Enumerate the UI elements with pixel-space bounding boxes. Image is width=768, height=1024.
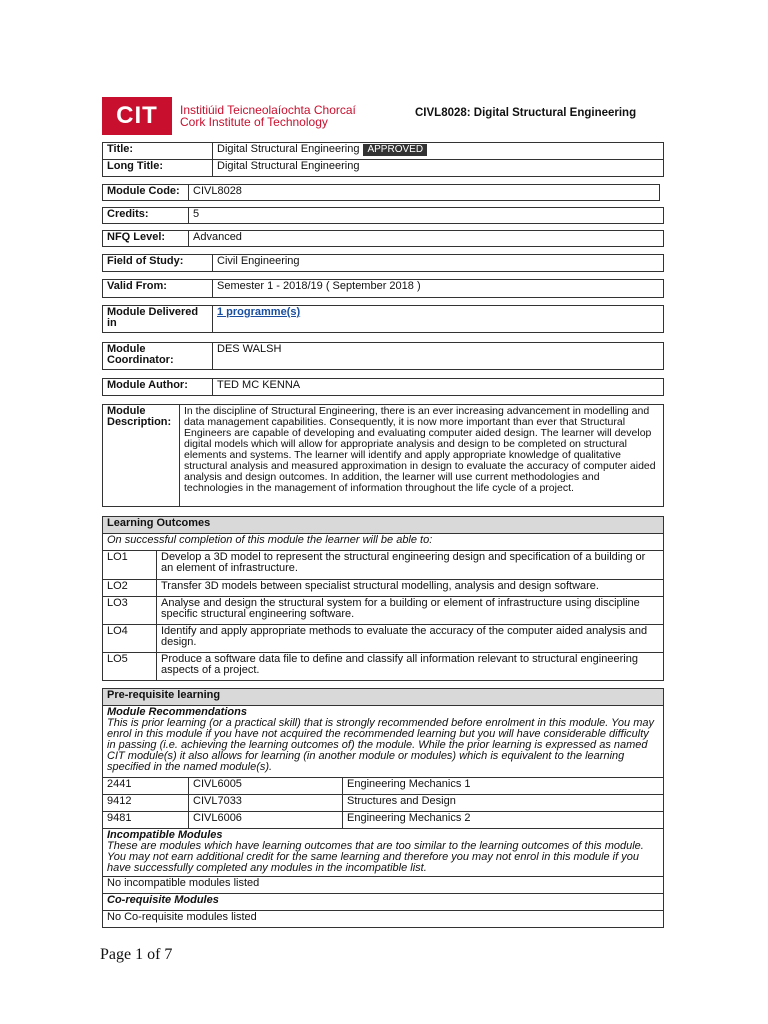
nfq-value: Advanced bbox=[189, 231, 664, 247]
cit-logo bbox=[102, 97, 356, 135]
logo-mark: CIT bbox=[102, 97, 172, 135]
author-label: Module Author: bbox=[103, 379, 213, 396]
recommendations-heading: Module Recommendations bbox=[107, 706, 247, 718]
incompatible-text: These are modules which have learning outcomes that are too similar to the learning outcomes of this module. You may not earn additional credit for the same learning and therefore you may not enrol in this module if you have successfully completed any modules in the incompatible list. bbox=[107, 840, 644, 874]
page-number: Page 1 of 7 bbox=[100, 946, 173, 963]
corequisite-heading: Co-requisite Modules bbox=[103, 894, 664, 911]
coordinator-value: DES WALSH bbox=[213, 343, 664, 370]
long-title-value: Digital Structural Engineering bbox=[213, 160, 664, 177]
approved-badge: APPROVED bbox=[363, 144, 427, 156]
lo-code: LO1 bbox=[103, 551, 157, 580]
prereq-module-id: 9412 bbox=[103, 795, 189, 812]
lo-code: LO5 bbox=[103, 653, 157, 681]
delivered-table bbox=[102, 305, 664, 333]
incompatible-none: No incompatible modules listed bbox=[103, 877, 664, 894]
lo-text: Transfer 3D models between specialist structural modelling, analysis and design software. bbox=[157, 580, 664, 597]
module-code-table bbox=[102, 184, 660, 201]
description-text: In the discipline of Structural Engineering, there is an ever increasing advancement in modelling and data management capabilities. Consequently, it is now more important than ever that Structural Engineers are capable of developing and evaluating computer aided design. The learner will develop digital models which will allow for appropriate analysis and design to be completed on structural elements and systems. The learner will identify and apply appropriate knowledge of qualitative structural analysis and measured approximation in design to evaluate the accuracy of computer aided analysis and design outcomes. In addition, the learner will use current methodologies and technologies in the management of information throughout the life cycle of a project. bbox=[180, 405, 664, 507]
title-label: Title: bbox=[103, 143, 213, 160]
learning-outcomes-intro: On successful completion of this module the learner will be able to: bbox=[103, 534, 664, 551]
prereq-module-code: CIVL7033 bbox=[189, 795, 343, 812]
lo-text: Develop a 3D model to represent the structural engineering design and specification of a building or an element of infrastructure. bbox=[157, 551, 664, 580]
learning-outcomes-heading: Learning Outcomes bbox=[103, 517, 664, 534]
logo-irish-name: Institiúid Teicneolaíochta Chorcaí bbox=[180, 103, 356, 117]
description-label: Module Description: bbox=[103, 405, 180, 507]
delivered-label: Module Delivered in bbox=[103, 306, 213, 333]
document-title: CIVL8028: Digital Structural Engineering bbox=[415, 107, 637, 119]
learning-outcomes-table bbox=[102, 516, 664, 681]
prereq-module-name: Engineering Mechanics 2 bbox=[343, 812, 664, 829]
author-table bbox=[102, 378, 664, 396]
prereq-module-name: Structures and Design bbox=[343, 795, 664, 812]
coordinator-table bbox=[102, 342, 664, 370]
logo-english-name: Cork Institute of Technology bbox=[180, 115, 328, 129]
title-value: Digital Structural Engineering APPROVED bbox=[213, 143, 664, 160]
lo-text: Analyse and design the structural system for a building or element of infrastructure using discipline specific structural engineering software. bbox=[157, 597, 664, 625]
prerequisite-table bbox=[102, 688, 664, 928]
field-table bbox=[102, 254, 664, 272]
lo-code: LO2 bbox=[103, 580, 157, 597]
module-code-label: Module Code: bbox=[103, 185, 189, 201]
prereq-module-id: 2441 bbox=[103, 778, 189, 795]
module-code-value: CIVL8028 bbox=[189, 185, 660, 201]
programmes-link[interactable]: 1 programme(s) bbox=[217, 306, 301, 318]
lo-code: LO4 bbox=[103, 625, 157, 653]
nfq-table bbox=[102, 230, 664, 247]
prereq-module-code: CIVL6006 bbox=[189, 812, 343, 829]
field-label: Field of Study: bbox=[103, 255, 213, 272]
credits-label: Credits: bbox=[103, 208, 189, 224]
title-table bbox=[102, 142, 664, 177]
prereq-module-name: Engineering Mechanics 1 bbox=[343, 778, 664, 795]
prerequisite-heading: Pre-requisite learning bbox=[103, 689, 664, 706]
corequisite-none: No Co-requisite modules listed bbox=[103, 911, 664, 928]
credits-table bbox=[102, 207, 664, 224]
valid-table bbox=[102, 279, 664, 298]
lo-text: Produce a software data file to define and classify all information relevant to structural engineering aspects of a project. bbox=[157, 653, 664, 681]
valid-label: Valid From: bbox=[103, 280, 213, 298]
valid-value: Semester 1 - 2018/19 ( September 2018 ) bbox=[213, 280, 664, 298]
recommendations-text: This is prior learning (or a practical skill) that is strongly recommended before enrolment in this module. You may enrol in this module if you have not acquired the recommended learning but you will have considerable difficulty in passing (i.e. achieving the learning outcomes of) the module. While the prior learning is expressed as named CIT module(s) it also allows for learning (in another module or modules) which is equivalent to the learning specified in the named module(s). bbox=[107, 717, 654, 773]
prereq-module-id: 9481 bbox=[103, 812, 189, 829]
field-value: Civil Engineering bbox=[213, 255, 664, 272]
description-table bbox=[102, 404, 664, 507]
long-title-label: Long Title: bbox=[103, 160, 213, 177]
credits-value: 5 bbox=[189, 208, 664, 224]
incompatible-heading: Incompatible Modules bbox=[107, 829, 223, 841]
nfq-label: NFQ Level: bbox=[103, 231, 189, 247]
lo-text: Identify and apply appropriate methods to evaluate the accuracy of the computer aided analysis and design. bbox=[157, 625, 664, 653]
lo-code: LO3 bbox=[103, 597, 157, 625]
author-value: TED MC KENNA bbox=[213, 379, 664, 396]
prereq-module-code: CIVL6005 bbox=[189, 778, 343, 795]
coordinator-label: Module Coordinator: bbox=[103, 343, 213, 370]
